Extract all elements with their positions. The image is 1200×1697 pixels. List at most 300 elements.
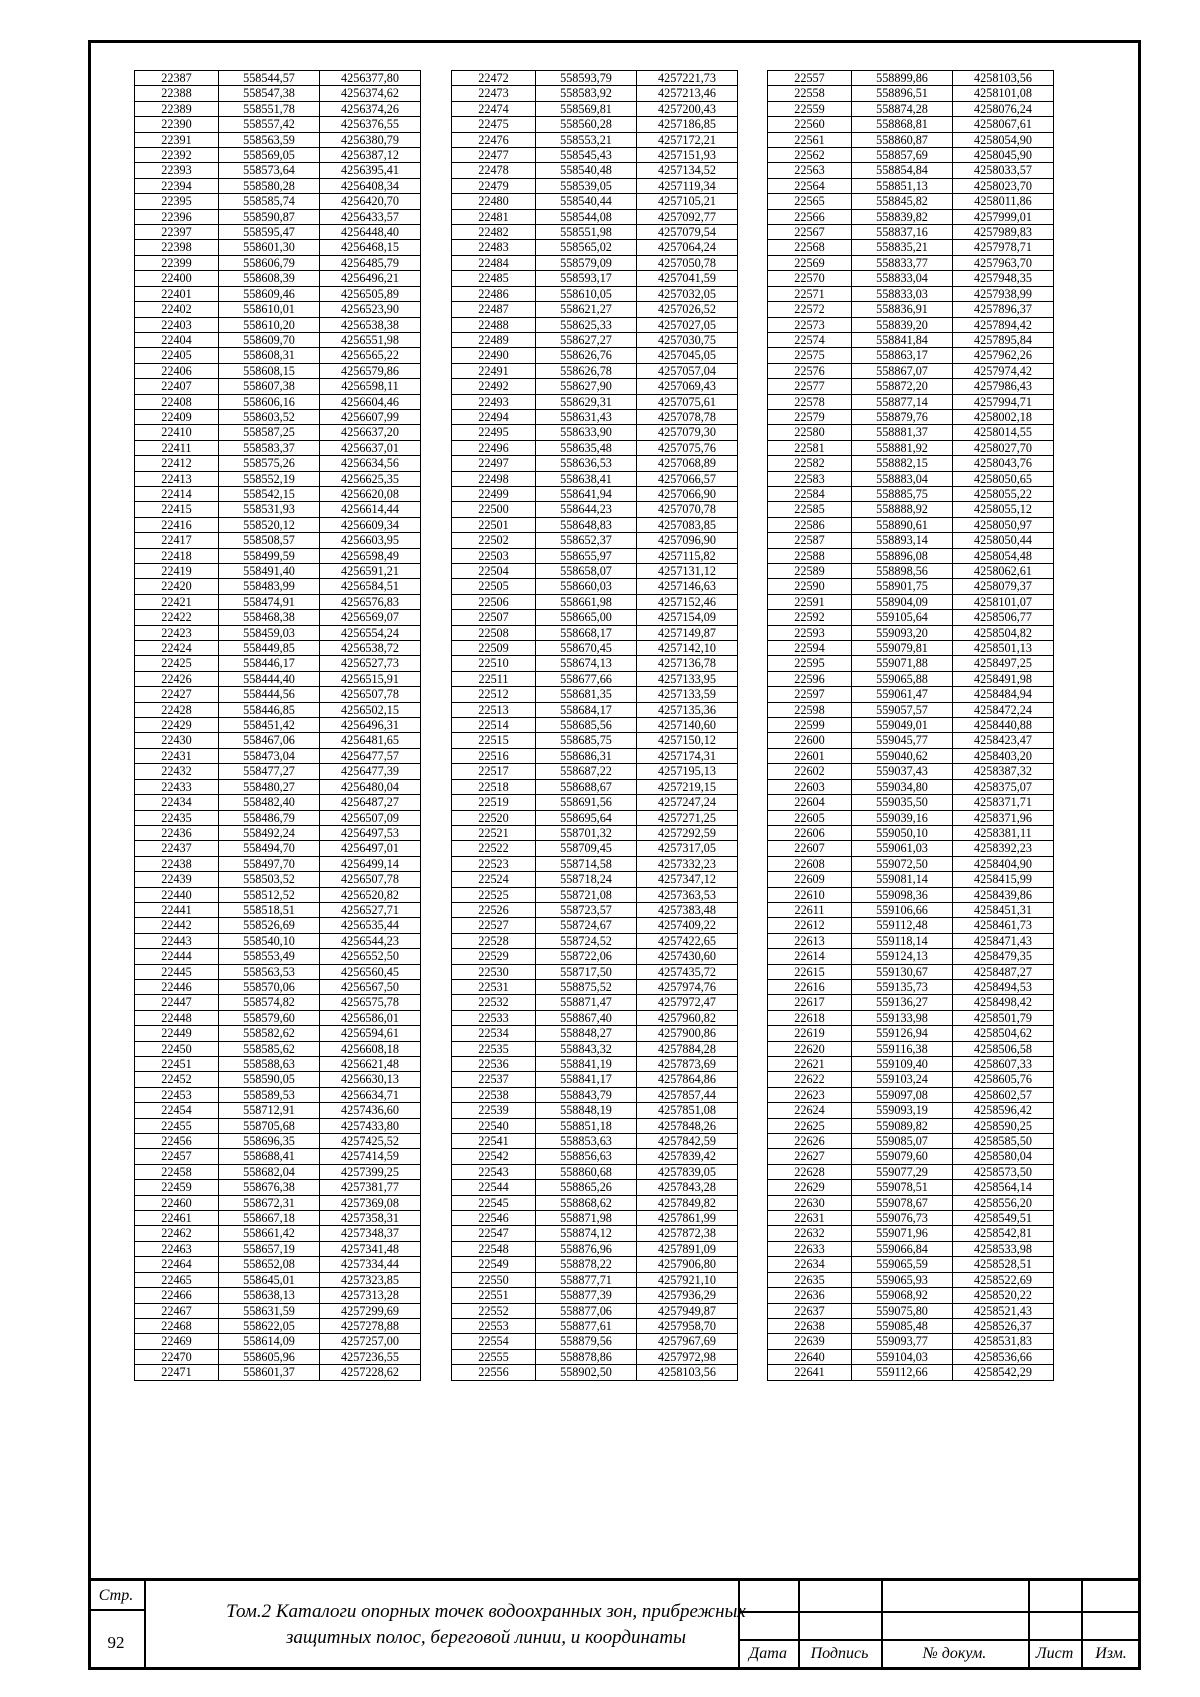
y-coordinate: 4257369,08 [320,1195,421,1210]
x-coordinate: 558712,91 [219,1103,320,1118]
point-number: 22640 [768,1349,852,1364]
y-coordinate: 4258585,50 [953,1134,1054,1149]
x-coordinate: 558518,51 [219,902,320,917]
table-row [135,1180,421,1195]
y-coordinate: 4257154,09 [637,610,738,625]
table-row [135,887,421,902]
x-coordinate: 558605,96 [219,1349,320,1364]
table-row [135,440,421,455]
table-row [452,594,738,609]
y-coordinate: 4258497,25 [953,656,1054,671]
y-coordinate: 4258526,37 [953,1318,1054,1333]
table-row [135,1134,421,1149]
y-coordinate: 4256477,39 [320,764,421,779]
x-coordinate: 558674,13 [536,656,637,671]
table-row [135,579,421,594]
point-number: 22536 [452,1057,536,1072]
y-coordinate: 4256569,07 [320,610,421,625]
table-row [768,440,1054,455]
x-coordinate: 558879,76 [852,409,953,424]
point-number: 22552 [452,1303,536,1318]
point-number: 22615 [768,964,852,979]
point-number: 22486 [452,286,536,301]
table-row [135,225,421,240]
point-number: 22603 [768,779,852,794]
point-number: 22630 [768,1195,852,1210]
point-number: 22558 [768,86,852,101]
x-coordinate: 558593,79 [536,71,637,86]
table-row [768,225,1054,240]
table-row [452,656,738,671]
y-coordinate: 4257348,37 [320,1226,421,1241]
point-number: 22518 [452,779,536,794]
y-coordinate: 4257994,71 [953,394,1054,409]
x-coordinate: 558677,66 [536,671,637,686]
y-coordinate: 4258471,43 [953,933,1054,948]
table-row [135,1087,421,1102]
y-coordinate: 4258076,24 [953,101,1054,116]
point-number: 22397 [135,225,219,240]
x-coordinate: 559133,98 [852,1010,953,1025]
y-coordinate: 4256620,08 [320,486,421,501]
x-coordinate: 558583,37 [219,440,320,455]
x-coordinate: 558588,63 [219,1057,320,1072]
point-number: 22579 [768,409,852,424]
table-row [135,1195,421,1210]
y-coordinate: 4257133,59 [637,687,738,702]
table-row [452,872,738,887]
point-number: 22498 [452,471,536,486]
point-number: 22534 [452,1026,536,1041]
table-row [135,502,421,517]
y-coordinate: 4256579,86 [320,363,421,378]
point-number: 22452 [135,1072,219,1087]
table-row [135,425,421,440]
y-coordinate: 4257422,65 [637,933,738,948]
x-coordinate: 558841,84 [852,332,953,347]
point-number: 22398 [135,240,219,255]
point-number: 22440 [135,887,219,902]
y-coordinate: 4257430,60 [637,949,738,964]
page-number: 92 [107,1633,125,1652]
table-row [768,979,1054,994]
y-coordinate: 4257096,90 [637,533,738,548]
point-number: 22627 [768,1149,852,1164]
point-number: 22461 [135,1211,219,1226]
point-number: 22425 [135,656,219,671]
y-coordinate: 4256502,15 [320,702,421,717]
y-coordinate: 4256586,01 [320,1010,421,1025]
table-row [452,764,738,779]
point-number: 22604 [768,795,852,810]
x-coordinate: 558881,92 [852,440,953,455]
y-coordinate: 4257292,59 [637,825,738,840]
y-coordinate: 4257136,78 [637,656,738,671]
y-coordinate: 4258461,73 [953,918,1054,933]
point-number: 22396 [135,209,219,224]
y-coordinate: 4257152,46 [637,594,738,609]
table-row [768,1241,1054,1256]
y-coordinate: 4257026,52 [637,302,738,317]
y-coordinate: 4256598,49 [320,548,421,563]
point-number: 22468 [135,1318,219,1333]
y-coordinate: 4258054,48 [953,548,1054,563]
point-number: 22459 [135,1180,219,1195]
y-coordinate: 4258033,57 [953,163,1054,178]
x-coordinate: 558589,53 [219,1087,320,1102]
x-coordinate: 558579,09 [536,255,637,270]
y-coordinate: 4256538,38 [320,317,421,332]
table-row [452,1211,738,1226]
y-coordinate: 4257151,93 [637,148,738,163]
x-coordinate: 559049,01 [852,718,953,733]
point-number: 22517 [452,764,536,779]
y-coordinate: 4257219,15 [637,779,738,794]
y-coordinate: 4257135,36 [637,702,738,717]
point-number: 22413 [135,471,219,486]
x-coordinate: 558601,30 [219,240,320,255]
point-number: 22619 [768,1026,852,1041]
x-coordinate: 558520,12 [219,517,320,532]
x-coordinate: 558545,43 [536,148,637,163]
table-row [135,902,421,917]
y-coordinate: 4256538,72 [320,641,421,656]
y-coordinate: 4257347,12 [637,872,738,887]
table-row [768,656,1054,671]
table-row [452,286,738,301]
y-coordinate: 4256497,01 [320,841,421,856]
x-coordinate: 558609,46 [219,286,320,301]
y-coordinate: 4257299,69 [320,1303,421,1318]
point-number: 22404 [135,332,219,347]
y-coordinate: 4258542,29 [953,1365,1054,1380]
table-row [135,779,421,794]
point-number: 22545 [452,1195,536,1210]
point-number: 22432 [135,764,219,779]
x-coordinate: 558583,92 [536,86,637,101]
y-coordinate: 4257849,82 [637,1195,738,1210]
point-number: 22430 [135,733,219,748]
table-row [135,394,421,409]
y-coordinate: 4258050,65 [953,471,1054,486]
y-coordinate: 4257045,05 [637,348,738,363]
x-coordinate: 559112,48 [852,918,953,933]
table-row [768,1226,1054,1241]
point-number: 22572 [768,302,852,317]
y-coordinate: 4258079,37 [953,579,1054,594]
table-row [768,964,1054,979]
point-number: 22540 [452,1118,536,1133]
x-coordinate: 558547,38 [219,86,320,101]
y-coordinate: 4256420,70 [320,194,421,209]
table-row [135,363,421,378]
y-coordinate: 4257986,43 [953,379,1054,394]
table-row [452,1365,738,1380]
x-coordinate: 558722,06 [536,949,637,964]
table-row [452,1010,738,1025]
point-number: 22445 [135,964,219,979]
x-coordinate: 558890,61 [852,517,953,532]
table-row [768,517,1054,532]
y-coordinate: 4257317,05 [637,841,738,856]
point-number: 22535 [452,1041,536,1056]
table-row [452,1057,738,1072]
table-row [135,1103,421,1118]
x-coordinate: 558601,37 [219,1365,320,1380]
x-coordinate: 558896,08 [852,548,953,563]
point-number: 22530 [452,964,536,979]
point-number: 22566 [768,209,852,224]
point-number: 22472 [452,71,536,86]
x-coordinate: 558503,52 [219,872,320,887]
x-coordinate: 559061,03 [852,841,953,856]
point-number: 22605 [768,810,852,825]
x-coordinate: 559085,07 [852,1134,953,1149]
point-number: 22496 [452,440,536,455]
table-row [135,533,421,548]
table-row [452,810,738,825]
x-coordinate: 558904,09 [852,594,953,609]
coordinate-table-3 [767,70,1054,1381]
x-coordinate: 558882,15 [852,456,953,471]
y-coordinate: 4258536,66 [953,1349,1054,1364]
table-row [768,1149,1054,1164]
y-coordinate: 4257236,55 [320,1349,421,1364]
point-number: 22608 [768,856,852,871]
x-coordinate: 559098,36 [852,887,953,902]
y-coordinate: 4257999,01 [953,209,1054,224]
x-coordinate: 559057,57 [852,702,953,717]
y-coordinate: 4258014,55 [953,425,1054,440]
point-number: 22576 [768,363,852,378]
table-row [135,918,421,933]
x-coordinate: 558540,48 [536,163,637,178]
y-coordinate: 4258491,98 [953,671,1054,686]
table-row [452,1303,738,1318]
x-coordinate: 558644,23 [536,502,637,517]
x-coordinate: 558839,82 [852,209,953,224]
x-coordinate: 558688,41 [219,1149,320,1164]
x-coordinate: 559061,47 [852,687,953,702]
table-row [135,548,421,563]
x-coordinate: 558893,14 [852,533,953,548]
x-coordinate: 558565,02 [536,240,637,255]
y-coordinate: 4256376,55 [320,117,421,132]
table-row [452,748,738,763]
point-number: 22602 [768,764,852,779]
x-coordinate: 558665,00 [536,610,637,625]
x-coordinate: 558627,90 [536,379,637,394]
point-number: 22609 [768,872,852,887]
x-coordinate: 558629,31 [536,394,637,409]
point-number: 22479 [452,178,536,193]
point-number: 22533 [452,1010,536,1025]
x-coordinate: 559066,84 [852,1241,953,1256]
point-number: 22587 [768,533,852,548]
x-coordinate: 558563,53 [219,964,320,979]
y-coordinate: 4258027,70 [953,440,1054,455]
table-row [768,502,1054,517]
y-coordinate: 4257948,35 [953,271,1054,286]
y-coordinate: 4256487,27 [320,795,421,810]
table-row [135,1349,421,1364]
point-number: 22485 [452,271,536,286]
point-number: 22616 [768,979,852,994]
y-coordinate: 4258501,13 [953,641,1054,656]
table-row [452,148,738,163]
y-coordinate: 4257332,23 [637,856,738,871]
y-coordinate: 4257425,52 [320,1134,421,1149]
table-row [135,594,421,609]
y-coordinate: 4257271,25 [637,810,738,825]
y-coordinate: 4257133,95 [637,671,738,686]
table-row [768,471,1054,486]
table-row [768,456,1054,471]
y-coordinate: 4257032,05 [637,286,738,301]
y-coordinate: 4258498,42 [953,995,1054,1010]
table-row [452,332,738,347]
y-coordinate: 4258484,94 [953,687,1054,702]
table-row [135,564,421,579]
table-row [135,733,421,748]
y-coordinate: 4258472,24 [953,702,1054,717]
y-coordinate: 4258055,22 [953,486,1054,501]
point-number: 22453 [135,1087,219,1102]
point-number: 22578 [768,394,852,409]
table-row [768,733,1054,748]
table-row [452,240,738,255]
table-row [768,564,1054,579]
x-coordinate: 558867,40 [536,1010,637,1025]
y-coordinate: 4257174,31 [637,748,738,763]
point-number: 22641 [768,1365,852,1380]
y-coordinate: 4256505,89 [320,286,421,301]
table-row [768,1365,1054,1380]
table-row [452,394,738,409]
point-number: 22435 [135,810,219,825]
table-row [768,1318,1054,1333]
x-coordinate: 559065,93 [852,1272,953,1287]
y-coordinate: 4257027,05 [637,317,738,332]
title-block [88,1578,1141,1670]
y-coordinate: 4258387,32 [953,764,1054,779]
point-number: 22469 [135,1334,219,1349]
point-number: 22402 [135,302,219,317]
x-coordinate: 558875,52 [536,979,637,994]
x-coordinate: 558446,17 [219,656,320,671]
y-coordinate: 4258590,25 [953,1118,1054,1133]
x-coordinate: 558492,24 [219,825,320,840]
point-number: 22589 [768,564,852,579]
table-row [768,1118,1054,1133]
table-row [452,902,738,917]
x-coordinate: 558879,56 [536,1334,637,1349]
table-row [768,409,1054,424]
point-number: 22393 [135,163,219,178]
y-coordinate: 4257843,28 [637,1180,738,1195]
table-row [452,564,738,579]
x-coordinate: 558569,05 [219,148,320,163]
point-number: 22483 [452,240,536,255]
point-number: 22389 [135,101,219,116]
point-number: 22490 [452,348,536,363]
table-row [768,71,1054,86]
x-coordinate: 558444,56 [219,687,320,702]
y-coordinate: 4256614,44 [320,502,421,517]
table-row [135,1365,421,1380]
point-number: 22512 [452,687,536,702]
y-coordinate: 4258002,18 [953,409,1054,424]
table-row [452,933,738,948]
x-coordinate: 558898,56 [852,564,953,579]
y-coordinate: 4257083,85 [637,517,738,532]
table-row [452,825,738,840]
x-coordinate: 558681,35 [536,687,637,702]
point-number: 22546 [452,1211,536,1226]
point-number: 22495 [452,425,536,440]
table-row [768,1180,1054,1195]
table-row [452,1257,738,1272]
y-coordinate: 4256374,62 [320,86,421,101]
y-coordinate: 4256637,01 [320,440,421,455]
x-coordinate: 558451,42 [219,718,320,733]
x-coordinate: 558621,27 [536,302,637,317]
point-number: 22565 [768,194,852,209]
point-number: 22408 [135,394,219,409]
y-coordinate: 4257872,38 [637,1226,738,1241]
point-number: 22549 [452,1257,536,1272]
table-row [452,471,738,486]
table-row [768,625,1054,640]
x-coordinate: 558836,91 [852,302,953,317]
point-number: 22562 [768,148,852,163]
x-coordinate: 559118,14 [852,933,953,948]
point-number: 22428 [135,702,219,717]
table-row [135,1334,421,1349]
table-row [768,949,1054,964]
y-coordinate: 4256387,12 [320,148,421,163]
y-coordinate: 4257278,88 [320,1318,421,1333]
y-coordinate: 4257839,42 [637,1149,738,1164]
table-row [452,117,738,132]
table-row [768,887,1054,902]
x-coordinate: 558655,97 [536,548,637,563]
x-coordinate: 559040,62 [852,748,953,763]
y-coordinate: 4258549,51 [953,1211,1054,1226]
y-coordinate: 4257989,83 [953,225,1054,240]
table-row [135,795,421,810]
x-coordinate: 558579,60 [219,1010,320,1025]
x-coordinate: 559135,73 [852,979,953,994]
table-row [452,255,738,270]
y-coordinate: 4257066,57 [637,471,738,486]
point-number: 22586 [768,517,852,532]
table-row [768,1303,1054,1318]
y-coordinate: 4258415,99 [953,872,1054,887]
x-coordinate: 558868,81 [852,117,953,132]
y-coordinate: 4256507,78 [320,872,421,887]
table-row [452,225,738,240]
y-coordinate: 4258403,20 [953,748,1054,763]
y-coordinate: 4257906,80 [637,1257,738,1272]
table-row [768,1272,1054,1287]
point-number: 22516 [452,748,536,763]
x-coordinate: 559085,48 [852,1318,953,1333]
y-coordinate: 4257949,87 [637,1303,738,1318]
table-row [135,671,421,686]
point-number: 22454 [135,1103,219,1118]
x-coordinate: 558885,75 [852,486,953,501]
